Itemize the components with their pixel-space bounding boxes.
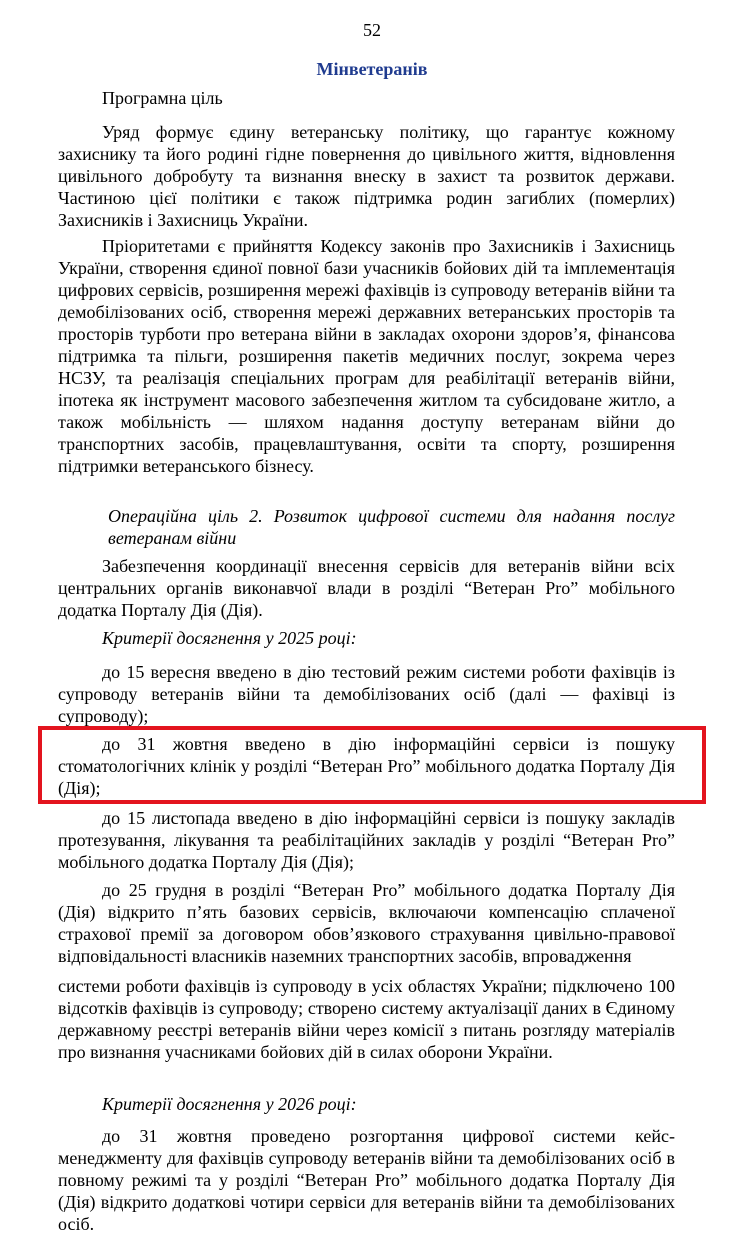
criteria-2025-item-highlighted: до 31 жовтня введено в дію інформаційні сервіси із пошуку стоматологічних клінік у розділі “Ветеран Pro” мобільного додатка Порталу Дія (Дія); (58, 734, 675, 798)
highlight-box (38, 726, 706, 804)
operational-goal-text: Забезпечення координації внесення сервісів для ветеранів війни всіх центральних органів виконавчої влади в розділі “Ветеран Pro” мобільного додатка Порталу Дія (Дія). (58, 556, 675, 620)
criteria-2025-item: до 25 грудня в розділі “Ветеран Pro” мобільного додатка Порталу Дія (Дія) відкрито п’ять базових сервісів, включаючи компенсацію сплаченої страхової премії за договором обов’язкового страхування цивільно-правової відповідальності власників наземних транспортних засобів, впровадження (58, 880, 675, 966)
page-number: 52 (363, 20, 381, 40)
program-goal-paragraph-1: Уряд формує єдину ветеранську політику, що гарантує кожному захиснику та його родині гідне повернення до цивільного життя, відновлення цивільного добробуту та визнання внеску в захист та розвиток держави. Частиною цієї політики є також підтримка родин загиблих (померлих) Захисників і Захисниць України. (58, 122, 675, 230)
operational-goal-heading: Операційна ціль 2. Розвиток цифрової системи для надання послуг ветеранам війни (108, 506, 675, 548)
program-goal-label: Програмна ціль (102, 88, 223, 108)
criteria-2026-item: до 31 жовтня проведено розгортання цифрової системи кейс-менеджменту для фахівців супроводу ветеранів війни та демобілізованих осіб в повному режимі та у розділі “Ветеран Pro” мобільного додатка Порталу Дія (Дія) відкрито додаткові чотири сервіси для ветеранів війни та демобілізованих осіб. (58, 1126, 675, 1234)
criteria-2025-item-continuation: системи роботи фахівців із супроводу в усіх областях України; підключено 100 відсотків фахівців із супроводу; створено систему актуалізації даних в Єдиному державному реєстрі ветеранів війни через комісії з питань розгляду матеріалів про визнання учасниками бойових дій в силах оборони України. (58, 976, 675, 1062)
program-goal-paragraph-2: Пріоритетами є прийняття Кодексу законів про Захисників і Захисниць України, створення єдиної повної бази учасників бойових дій та імплементація цифрових сервісів, розширення мережі фахівців із супроводу ветеранів війни та демобілізованих осіб, створення мережі державних ветеранських просторів та просторів турботи про ветерана війни в закладах охорони здоров’я, фінансова підтримка та пільги, розширення пакетів медичних послуг, зокрема через НСЗУ, та реалізація спеціальних програм для реабілітації ветеранів війни, іпотека як інструмент масового забезпечення житлом та субсидоване житло, а також мобільність — шляхом надання доступу ветеранам війни до транспортних засобів, працевлаштування, освіти та спорту, розширення підтримки ветеранського бізнесу. (58, 236, 675, 476)
section-title: Мінветеранів (316, 59, 428, 79)
criteria-2026-label: Критерії досягнення у 2026 році: (102, 1094, 357, 1114)
criteria-2025-item: до 15 вересня введено в дію тестовий режим системи роботи фахівців із супроводу ветеранів війни та демобілізованих осіб (далі — фахівці із супроводу); (58, 662, 675, 726)
criteria-2025-item: до 15 листопада введено в дію інформаційні сервіси із пошуку закладів протезування, лікування та реабілітаційних закладів у розділі “Ветеран Pro” мобільного додатка Порталу Дія (Дія); (58, 808, 675, 872)
criteria-2025-label: Критерії досягнення у 2025 році: (102, 628, 357, 648)
